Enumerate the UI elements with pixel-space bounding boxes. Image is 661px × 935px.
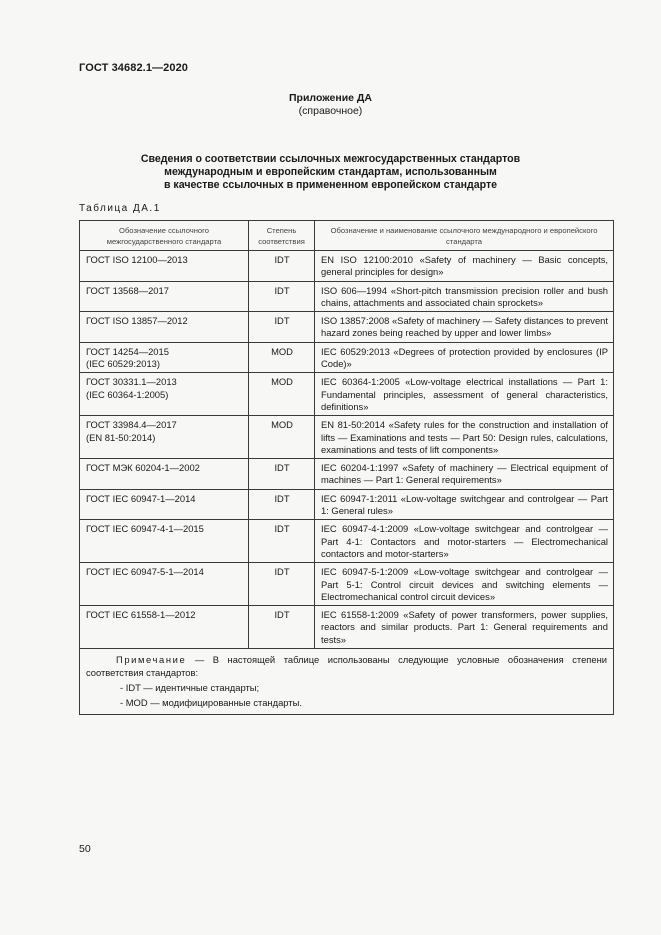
gost-designation: (IEC 60364-1:2005) [86, 388, 169, 400]
gost-cell [80, 373, 249, 416]
note-item: - MOD — модифицированные стандарты. [120, 697, 302, 709]
reference-cell: IEC 61558-1:2009 «Safety of power transformers, power supplies, reactors and similar products. Part 1: General requirements and tests» [315, 606, 614, 649]
table-header-row [80, 221, 614, 251]
header-gost: Обозначение ссылочного межгосударственного стандарта [80, 221, 249, 251]
table-row [80, 416, 614, 459]
gost-cell [80, 251, 249, 282]
gost-designation: (IEC 60529:2013) [86, 358, 161, 370]
table-caption: Таблица ДА.1 [79, 203, 161, 214]
note-text: — В настоящей таблице использованы следующие условные обозначения степени соответствия стандартов: [86, 654, 607, 679]
degree-cell: IDT [249, 459, 315, 490]
gost-cell [80, 281, 249, 312]
gost-designation: ГОСТ ISO 12100—2013 [86, 254, 188, 265]
degree-cell: IDT [249, 281, 315, 312]
appendix-title: Приложение ДА [289, 92, 372, 104]
gost-designation: ГОСТ 30331.1—2013 [86, 376, 177, 388]
gost-cell [80, 342, 249, 373]
note-row [80, 649, 614, 715]
degree-cell: IDT [249, 489, 315, 520]
gost-cell [80, 312, 249, 343]
gost-cell [80, 489, 249, 520]
header-reference: Обозначение и наименование ссылочного международного и европейского стандарта [315, 221, 614, 251]
appendix-heading [0, 92, 661, 118]
reference-cell: IEC 60204-1:1997 «Safety of machinery — Electrical equipment of machines — Part 1: General requirements» [315, 459, 614, 490]
degree-cell: IDT [249, 251, 315, 282]
gost-cell [80, 563, 249, 606]
gost-cell [80, 520, 249, 563]
reference-cell: IEC 60947-4-1:2009 «Low-voltage switchgear and controlgear — Part 4-1: Contactors and motor-starters — Electromechanical contactors and motor-starters» [315, 520, 614, 563]
gost-cell [80, 416, 249, 459]
gost-designation: ГОСТ IEC 60947-4-1—2015 [86, 523, 204, 535]
degree-cell: MOD [249, 373, 315, 416]
degree-cell: IDT [249, 563, 315, 606]
degree-cell: IDT [249, 312, 315, 343]
gost-designation: ГОСТ 33984.4—2017 [86, 419, 177, 431]
gost-designation: ГОСТ МЭК 60204-1—2002 [86, 462, 200, 474]
document-code: ГОСТ 34682.1—2020 [79, 62, 189, 74]
correspondence-table [79, 220, 614, 715]
appendix-subtitle: (справочное) [298, 105, 363, 117]
degree-cell: IDT [249, 606, 315, 649]
table-row [80, 489, 614, 520]
table-row [80, 520, 614, 563]
table-row [80, 312, 614, 343]
section-title-line: международным и европейским стандартам, использованным [164, 166, 497, 178]
gost-designation: (EN 81-50:2014) [86, 431, 156, 443]
gost-designation: ГОСТ IEC 60947-5-1—2014 [86, 566, 204, 578]
gost-designation: ГОСТ 14254—2015 [86, 345, 169, 357]
degree-cell: MOD [249, 342, 315, 373]
reference-cell: EN 81-50:2014 «Safety rules for the construction and installation of lifts — Examinations and tests — Part 50: Design rules, calculations, examinations and tests of lift components» [315, 416, 614, 459]
note-item: - IDT — идентичные стандарты; [120, 682, 260, 694]
reference-cell: EN ISO 12100:2010 «Safety of machinery — Basic concepts, general principles for design» [315, 251, 614, 282]
section-title [60, 153, 601, 192]
page-number: 50 [79, 843, 91, 855]
reference-cell: IEC 60947-1:2011 «Low-voltage switchgear and controlgear — Part 1: General rules» [315, 489, 614, 520]
gost-designation: ГОСТ 13568—2017 [86, 284, 169, 296]
gost-designation: ГОСТ IEC 61558-1—2012 [86, 609, 196, 621]
gost-cell [80, 459, 249, 490]
section-title-line: в качестве ссылочных в примененном европейском стандарте [163, 179, 498, 191]
gost-designation: ГОСТ IEC 60947-1—2014 [86, 492, 196, 504]
table-row [80, 342, 614, 373]
table-row [80, 251, 614, 282]
degree-cell: MOD [249, 416, 315, 459]
table-row [80, 606, 614, 649]
table-row [80, 563, 614, 606]
table-row [80, 459, 614, 490]
table-row [80, 373, 614, 416]
note-paragraph [86, 653, 607, 679]
gost-cell [80, 606, 249, 649]
header-degree: Степень соответствия [249, 221, 315, 251]
section-title-line: Сведения о соответствии ссылочных межгосударственных стандартов [140, 153, 521, 165]
note-cell [80, 649, 614, 715]
table-row [80, 281, 614, 312]
reference-cell: ISO 13857:2008 «Safety of machinery — Safety distances to prevent hazard zones being reached by upper and lower limbs» [315, 312, 614, 343]
note-label: Примечание [116, 654, 187, 666]
degree-cell: IDT [249, 520, 315, 563]
reference-cell: IEC 60947-5-1:2009 «Low-voltage switchgear and controlgear — Part 5-1: Control circuit devices and switching elements — Electromechanical control circuit devices» [315, 563, 614, 606]
reference-cell: IEC 60364-1:2005 «Low-voltage electrical installations — Part 1: Fundamental principles, assessment of general characteristics, definitions» [315, 373, 614, 416]
gost-designation: ГОСТ ISO 13857—2012 [86, 315, 188, 327]
reference-cell: IEC 60529:2013 «Degrees of protection provided by enclosures (IP Code)» [315, 342, 614, 373]
reference-cell: ISO 606—1994 «Short-pitch transmission precision roller and bush chains, attachments and associated chain sprockets» [315, 281, 614, 312]
